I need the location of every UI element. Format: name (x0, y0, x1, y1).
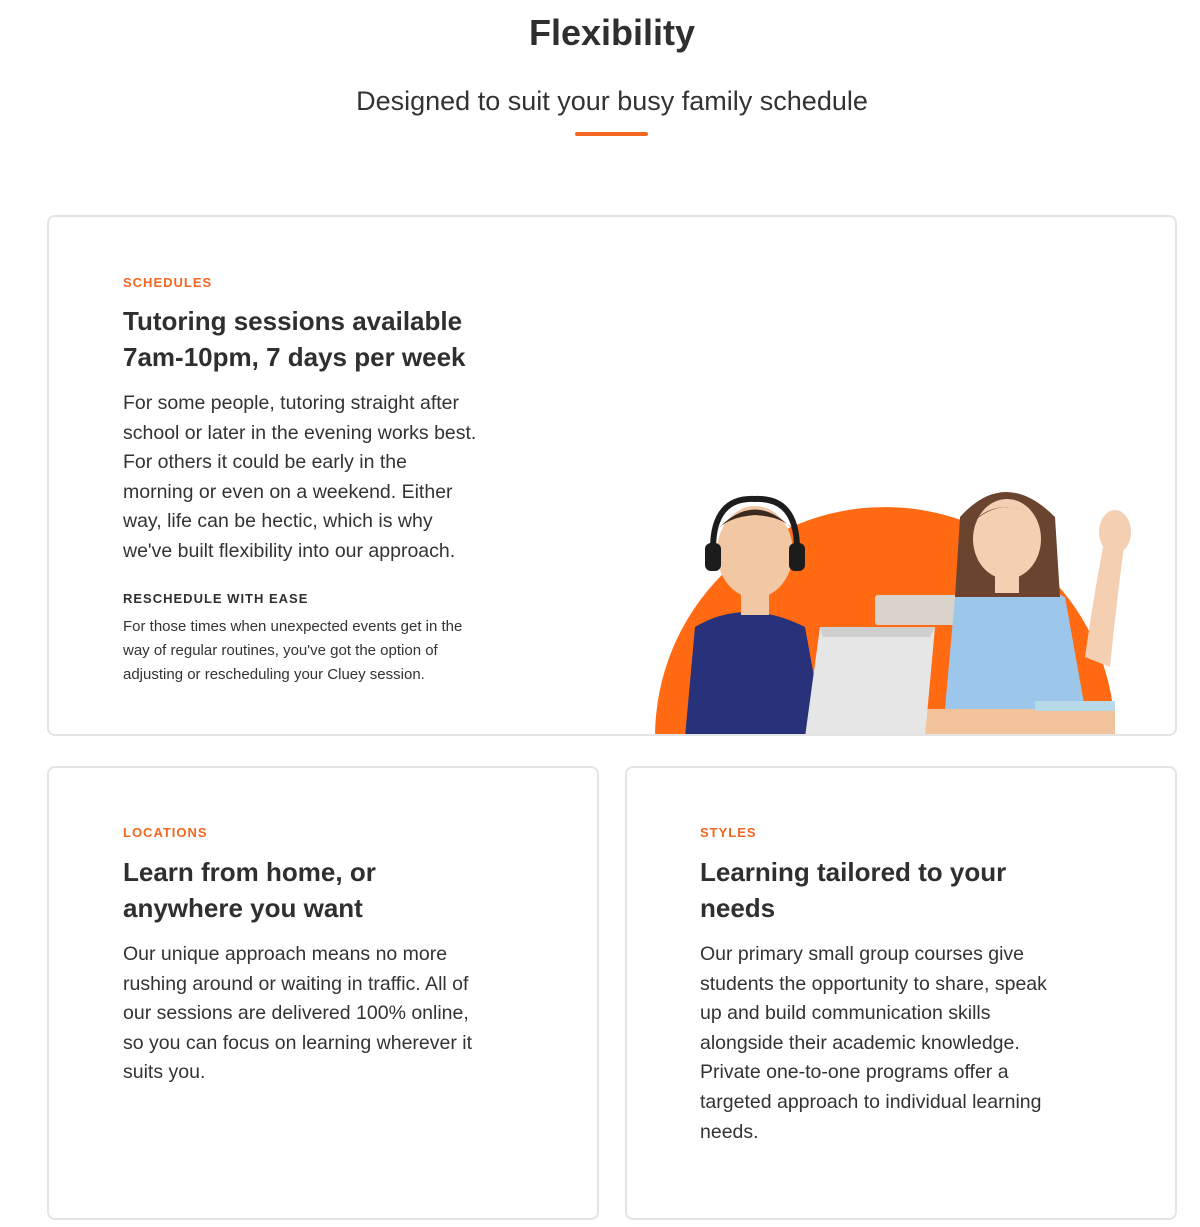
body-line: morning or even on a weekend. Either (123, 480, 453, 503)
body-line: For some people, tutoring straight after (123, 392, 460, 414)
accent-divider (575, 132, 648, 136)
sub-body-line: adjusting or rescheduling your Cluey session. (123, 666, 425, 683)
schedules-title (123, 303, 466, 375)
sub-body-line: For those times when unexpected events get in the (123, 618, 463, 635)
schedules-eyebrow: SCHEDULES (123, 275, 213, 290)
body-line: we've built flexibility into our approach. (123, 539, 456, 562)
body-line: needs. (700, 1120, 759, 1143)
locations-title-line: Learn from home, or (123, 857, 376, 887)
body-line: For others it could be early in the (123, 451, 407, 474)
body-line: so you can focus on learning wherever it (123, 1031, 473, 1054)
locations-card (47, 766, 599, 1220)
reschedule-body (123, 615, 462, 687)
body-line: suits you. (123, 1061, 206, 1084)
locations-title-line: anywhere you want (123, 893, 363, 923)
schedules-card (47, 215, 1177, 736)
page-subtitle: Designed to suit your busy family schedule (356, 86, 868, 116)
body-line: rushing around or waiting in traffic. All of (123, 972, 469, 995)
body-line: alongside their academic knowledge. (700, 1031, 1020, 1054)
body-line: students the opportunity to share, speak (700, 972, 1047, 995)
styles-title-line: needs (700, 893, 776, 923)
body-line: way, life can be hectic, which is why (123, 510, 433, 533)
locations-title (123, 854, 376, 926)
locations-body (123, 940, 472, 1088)
body-line: Private one-to-one programs offer a (700, 1061, 1009, 1084)
reschedule-heading: RESCHEDULE WITH EASE (123, 591, 309, 606)
styles-eyebrow: STYLES (700, 825, 757, 840)
body-line: our sessions are delivered 100% online, (123, 1002, 469, 1025)
students-illustration (655, 477, 1175, 736)
body-line: Our unique approach means no more (123, 943, 448, 965)
locations-eyebrow: LOCATIONS (123, 825, 208, 840)
styles-title-line: Learning tailored to your (700, 857, 1007, 887)
body-line: up and build communication skills (700, 1002, 991, 1025)
page-title: Flexibility (528, 12, 696, 53)
books-icon (1035, 701, 1115, 711)
styles-card (625, 766, 1177, 1220)
schedules-body (123, 389, 476, 567)
schedules-title-line: 7am-10pm, 7 days per week (123, 342, 466, 372)
body-line: school or later in the evening works best. (123, 421, 477, 444)
laptop-back-icon (875, 595, 965, 625)
styles-body (700, 940, 1047, 1147)
schedules-title-line: Tutoring sessions available (123, 306, 463, 336)
body-line: targeted approach to individual learning (700, 1090, 1042, 1113)
body-line: Our primary small group courses give (700, 943, 1025, 965)
laptop-icon (805, 627, 935, 736)
styles-title (700, 854, 1006, 926)
sub-body-line: way of regular routines, you've got the option of (123, 642, 438, 659)
